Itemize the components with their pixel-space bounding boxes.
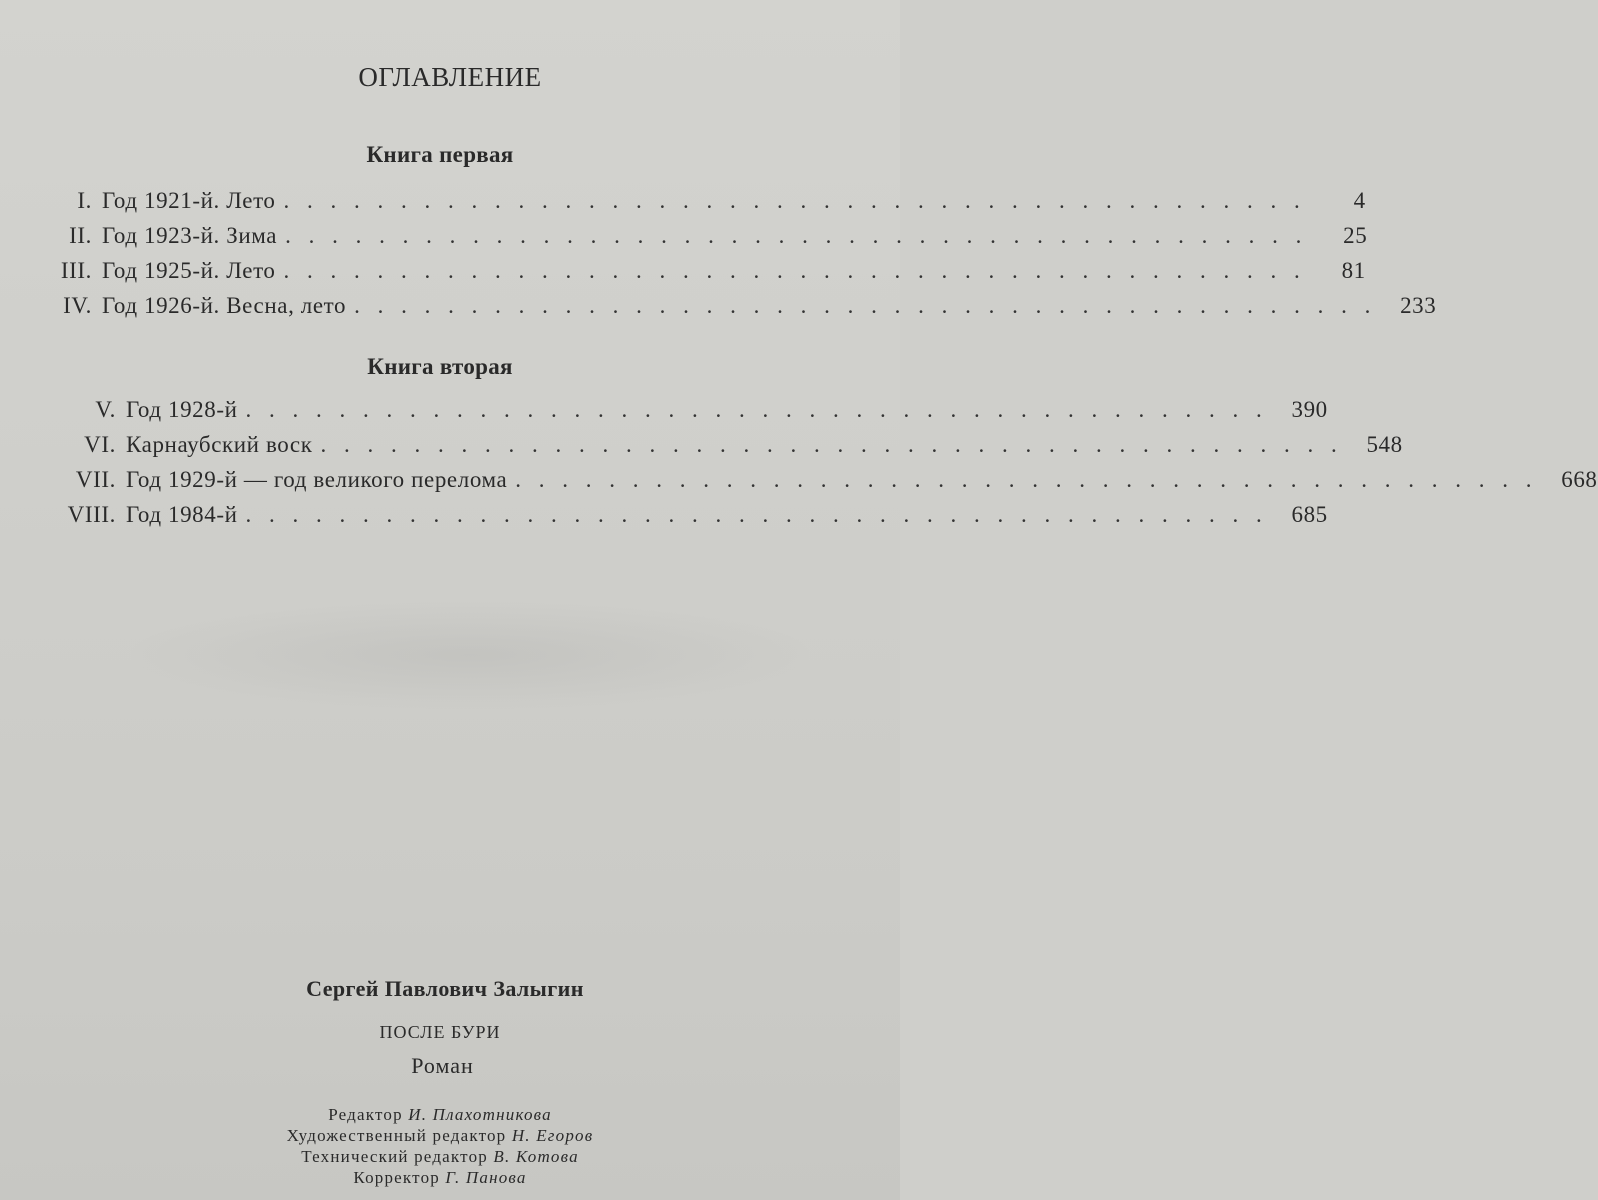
chapter-numeral: II. <box>69 223 92 248</box>
toc-entry <box>40 223 1368 258</box>
page-number: 390 <box>1291 397 1328 422</box>
book-one-heading: Книга первая <box>366 142 514 167</box>
toc-entry <box>40 188 1366 223</box>
chapter-numeral: VIII. <box>67 502 116 527</box>
chapter-title: Год 1923-й. Зима <box>102 223 278 248</box>
book-title: ПОСЛЕ БУРИ <box>379 1022 501 1042</box>
dot-leader: . . . . . . . . . . . . . . . . . . . . . . . . . . . . . . . . . . . . . . . . . . . . <box>245 397 1268 422</box>
chapter-numeral: IV. <box>63 293 92 318</box>
dot-leader: . . . . . . . . . . . . . . . . . . . . . . . . . . . . . . . . . . . . . . . . . . . . <box>354 293 1377 318</box>
page-number: 4 <box>1353 188 1366 213</box>
chapter-title: Год 1928-й <box>126 397 238 422</box>
credit-name: Г. Панова <box>445 1168 527 1187</box>
credit-name: Н. Егоров <box>511 1126 594 1145</box>
chapter-title: Год 1926-й. Весна, лето <box>102 293 347 318</box>
page-number: 25 <box>1343 223 1368 248</box>
dot-leader: . . . . . . . . . . . . . . . . . . . . . . . . . . . . . . . . . . . . . . . . . . . . <box>245 502 1268 527</box>
toc-entry <box>40 467 1598 502</box>
chapter-title: Год 1921-й. Лето <box>102 188 276 213</box>
credit-line-tech-editor <box>0 1146 880 1167</box>
chapter-numeral: I. <box>77 188 92 213</box>
credit-role: Технический редактор <box>301 1147 488 1166</box>
toc-entry <box>40 258 1366 293</box>
page-number: 685 <box>1291 502 1328 527</box>
credit-role: Редактор <box>328 1105 403 1124</box>
dot-leader: . . . . . . . . . . . . . . . . . . . . . . . . . . . . . . . . . . . . . . . . . . . . <box>283 258 1306 283</box>
credit-name: В. Котова <box>493 1147 579 1166</box>
chapter-numeral: VII. <box>75 467 116 492</box>
chapter-numeral: V. <box>95 397 116 422</box>
chapter-title: Год 1984-й <box>126 502 238 527</box>
dot-leader: . . . . . . . . . . . . . . . . . . . . . . . . . . . . . . . . . . . . . . . . . . . . <box>283 188 1306 213</box>
book-two-toc <box>40 397 1598 537</box>
dot-leader: . . . . . . . . . . . . . . . . . . . . . . . . . . . . . . . . . . . . . . . . . . . . <box>285 223 1308 248</box>
page-number: 668 <box>1561 467 1598 492</box>
credit-name: И. Плахотникова <box>408 1105 552 1124</box>
toc-entry <box>40 432 1403 467</box>
chapter-title: Год 1925-й. Лето <box>102 258 276 283</box>
dot-leader: . . . . . . . . . . . . . . . . . . . . . . . . . . . . . . . . . . . . . . . . . . . . <box>320 432 1343 457</box>
chapter-title: Год 1929-й — год великого перелома <box>126 467 508 492</box>
toc-entry <box>40 502 1328 537</box>
credit-role: Корректор <box>353 1168 440 1187</box>
credit-role: Художественный редактор <box>286 1126 507 1145</box>
chapter-numeral: III. <box>60 258 92 283</box>
show-through-smudge <box>120 600 820 710</box>
page-number: 548 <box>1366 432 1403 457</box>
toc-entry <box>40 397 1328 432</box>
page-number: 81 <box>1341 258 1366 283</box>
author-name: Сергей Павлович Залыгин <box>306 976 584 1001</box>
book-one-toc <box>40 188 1437 328</box>
book-two-heading: Книга вторая <box>367 354 513 379</box>
toc-entry <box>40 293 1437 328</box>
page-title: ОГЛАВЛЕНИЕ <box>358 62 542 92</box>
book-genre: Роман <box>411 1053 474 1078</box>
credits-block <box>0 1104 880 1188</box>
credit-line-proofreader <box>0 1167 880 1188</box>
credit-line-editor <box>0 1104 880 1125</box>
chapter-numeral: VI. <box>84 432 116 457</box>
credit-line-art-editor <box>0 1125 880 1146</box>
dot-leader: . . . . . . . . . . . . . . . . . . . . . . . . . . . . . . . . . . . . . . . . . . . . <box>515 467 1538 492</box>
page-number: 233 <box>1400 293 1437 318</box>
chapter-title: Карнаубский воск <box>126 432 313 457</box>
